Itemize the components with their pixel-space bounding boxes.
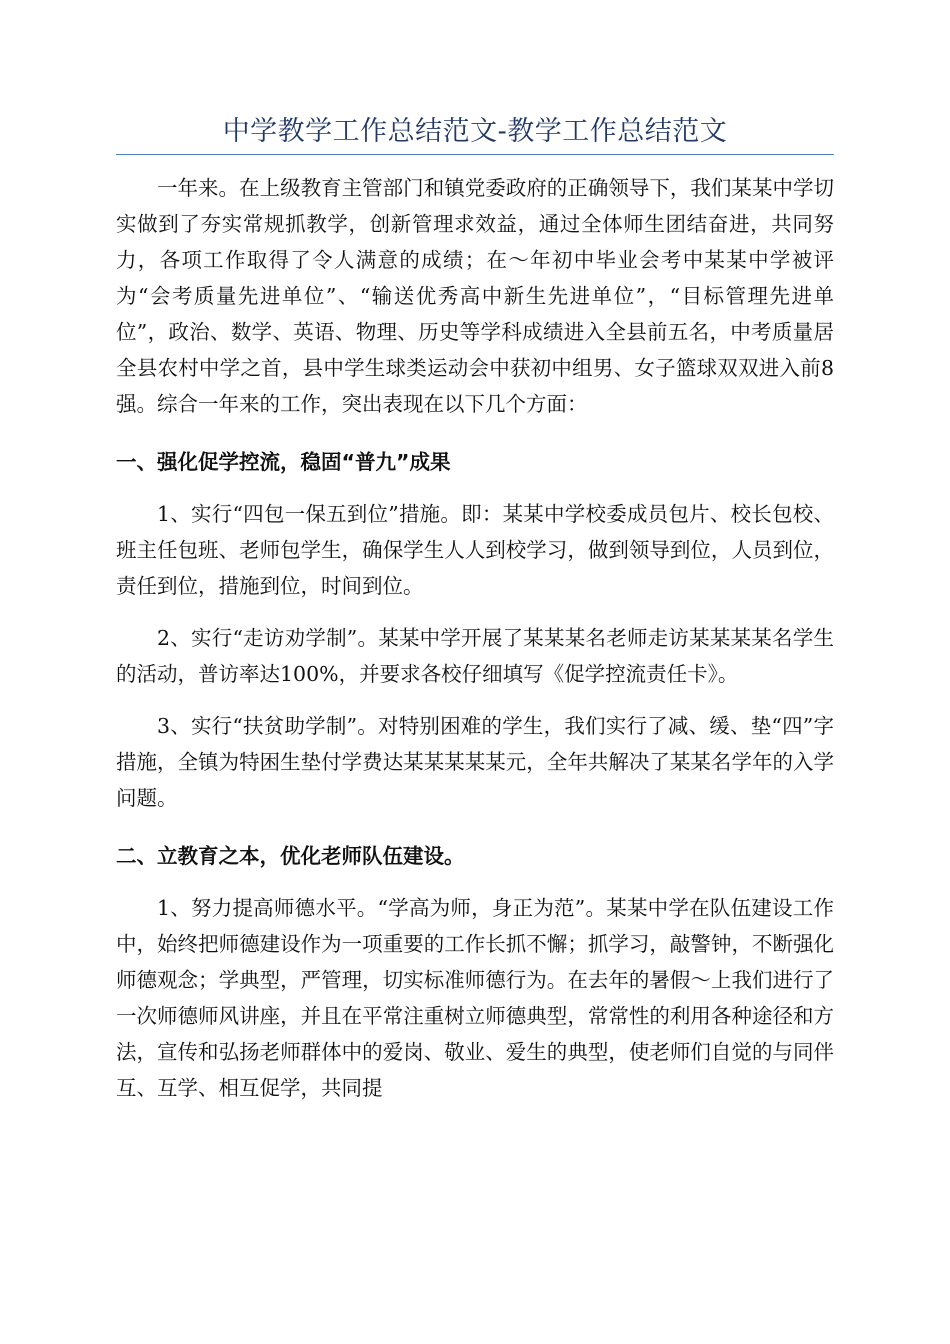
spacer [116,816,834,838]
title-underline [116,154,834,155]
section1-item-3: 3、实行“扶贫助学制”。对特别困难的学生，我们实行了减、缓、垫“四”字措施，全镇为特困生垫付学费达某某某某某元，全年共解决了某某名学年的入学问题。 [116,714,834,810]
section1-item-2: 2、实行“走访劝学制”。某某中学开展了某某某名老师走访某某某某名学生的活动，普访率达100%，并要求各校仔细填写《促学控流责任卡》。 [116,626,834,686]
spacer [116,604,834,620]
document-title: 中学教学工作总结范文-教学工作总结范文 [222,116,728,147]
section1-item-1: 1、实行“四包一保五到位”措施。即：某某中学校委成员包片、校长包校、班主任包班、老师包学生，确保学生人人到校学习，做到领导到位，人员到位，责任到位，措施到位，时间到位。 [116,502,834,598]
section2-item-1: 1、努力提高师德水平。“学高为师，身正为范”。某某中学在队伍建设工作中，始终把师德建设作为一项重要的工作长抓不懈；抓学习，敲警钟，不断强化师德观念；学典型，严管理，切实标准师德行为。在去年的暑假～上我们进行了一次师德师风讲座，并且在平常注重树立师德典型，常常性的利用各种途径和方法，宣传和弘扬老师群体中的爱岗、敬业、爱生的典型，使老师们自觉的与同伴互、互学、相互促学，共同提 [116,896,834,1100]
spacer [116,480,834,496]
document-body [116,170,834,1106]
spacer [116,422,834,444]
spacer [116,692,834,708]
spacer [116,874,834,890]
section-heading-2: 二、立教育之本，优化老师队伍建设。 [116,844,465,868]
section-heading-1: 一、强化促学控流，稳固“普九”成果 [116,450,451,474]
intro-paragraph: 一年来。在上级教育主管部门和镇党委政府的正确领导下，我们某某中学切实做到了夯实常规抓教学，创新管理求效益，通过全体师生团结奋进，共同努力，各项工作取得了令人满意的成绩；在～年初中毕业会考中某某中学被评为“会考质量先进单位”、“输送优秀高中新生先进单位”，“目标管理先进单位”，政治、数学、英语、物理、历史等学科成绩进入全县前五名，中考质量居全县农村中学之首，县中学生球类运动会中获初中组男、女子篮球双双进入前8强。综合一年来的工作，突出表现在以下几个方面： [116,176,834,416]
